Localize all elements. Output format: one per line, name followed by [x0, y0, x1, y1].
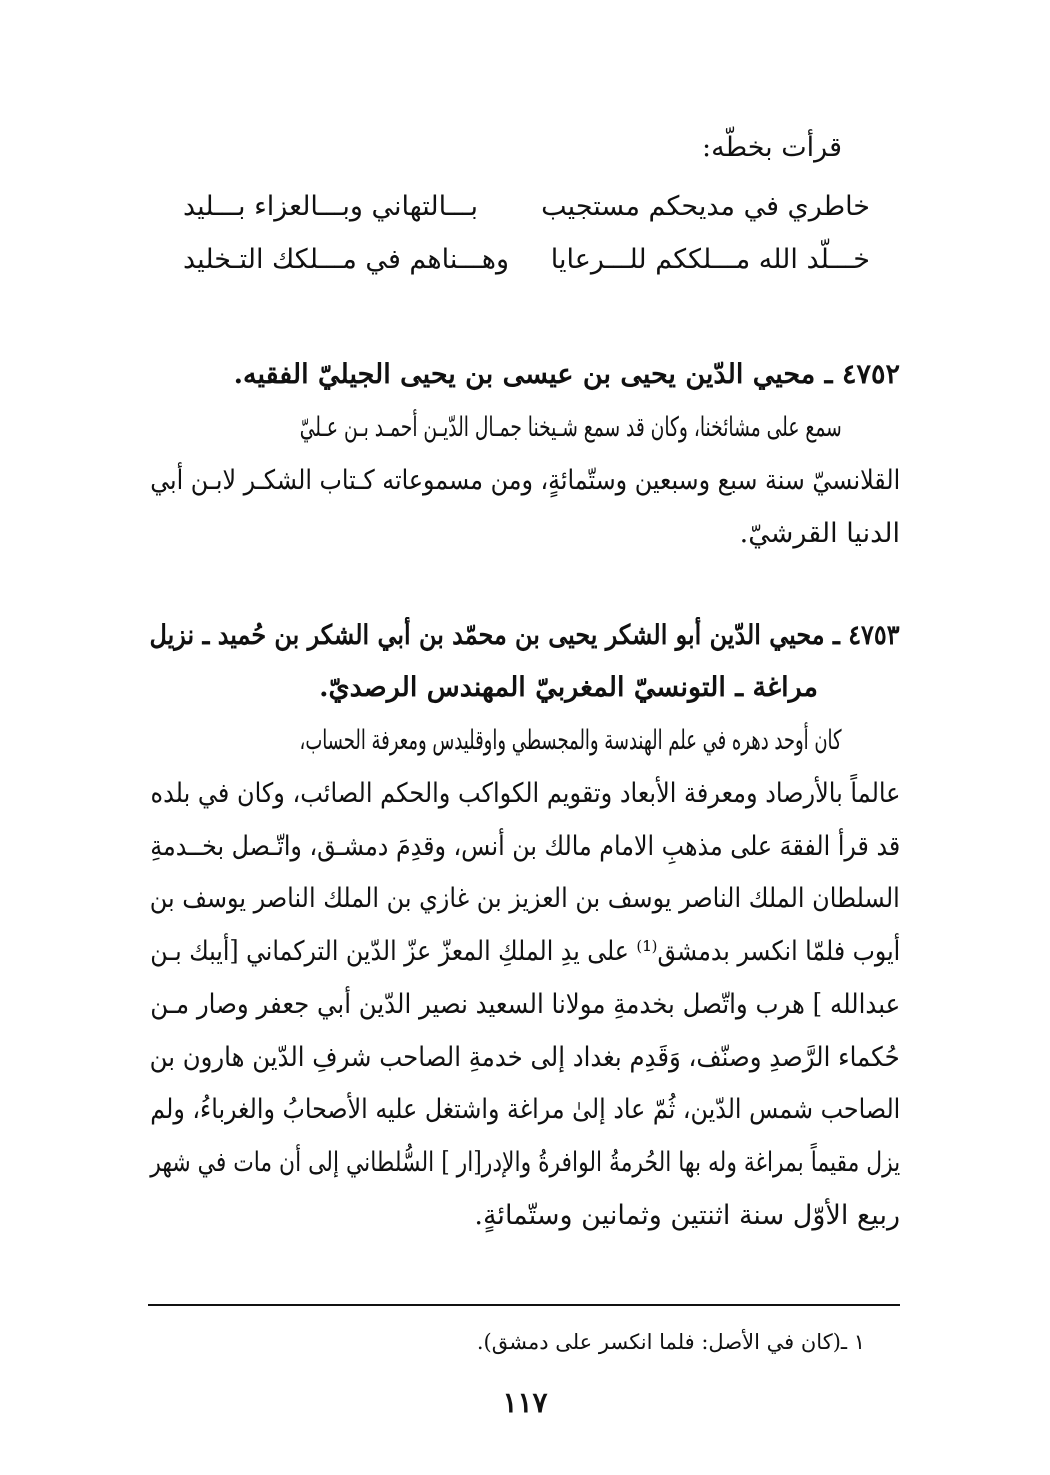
entry-4753-text-line: عبدالله ] هرب واتّصل بخدمةِ مولانا السعيد نصير الدّين أبي جعفر وصار مـن [150, 989, 900, 1020]
footnote: ١ ـ(كان في الأصل: فلما انكسر على دمشق). [476, 1330, 865, 1354]
entry-4752-text-line: الدنيا القرشيّ. [739, 518, 900, 549]
page-number: ١١٧ [502, 1386, 548, 1419]
verse-hemistich-first: خاطري في مديحكم مستجيب [541, 191, 870, 222]
entry-4753-text-line: ربيع الأوّل سنة اثنتين وثمانين وستّمائةٍ. [474, 1200, 900, 1231]
intro-label: قرأت بخطّه: [702, 132, 842, 163]
entry-4753-text-line: أيوب فلمّا انكسر بدمشق⁽¹⁾ على يدِ الملكِ المعزّ عزّ الدّين التركماني [أيبك بـن [150, 936, 900, 967]
verse-hemistich-second: وهـــناهم في مـــلكك التـخليد [183, 244, 510, 275]
footnote-divider [148, 1304, 900, 1306]
entry-4753-text-line: الصاحب شمس الدّين، ثُمّ عاد إلىٰ مراغة واشتغل عليه الأصحابُ والغرباءُ، ولم [150, 1094, 900, 1125]
verse-hemistich-first: خـــلّد الله مـــلككم للـــرعايا [550, 244, 870, 275]
entry-4753-text-line: كان أوحد دهره في علم الهندسة والمجسطي واوقليدس ومعرفة الحساب، [300, 725, 842, 756]
entry-4753-text-line: السلطان الملك الناصر يوسف بن العزيز بن غازي بن الملك الناصر يوسف بن [150, 883, 900, 914]
entry-4753-text-line: يزل مقيماً بمراغة وله بها الحُرمةُ الوافرةُ والإدر[ار ] السُّلطاني إلى أن مات في شهر [150, 1147, 900, 1178]
verse-line [175, 240, 870, 280]
verse-line [175, 187, 870, 227]
entry-4753-text-line: قد قرأ الفقهَ على مذهبِ الامام مالك بن أنس، وقدِمَ دمشـق، واتّـصل بخــدمةِ [150, 831, 900, 862]
entry-4753-text-line: حُكماء الرَّصدِ وصنّف، وَقَدِم بغداد إلى خدمةِ الصاحب شرفِ الدّين هارون بن [150, 1042, 900, 1073]
entry-4752-heading: ٤٧٥٢ ـ محيي الدّين يحيى بن عيسى بن يحيى الجيليّ الفقيه. [233, 359, 900, 390]
entry-4753-heading: مراغة ـ التونسيّ المغربيّ المهندس الرصديّ. [319, 672, 818, 703]
entry-4753-heading: ٤٧٥٣ ـ محيي الدّين أبو الشكر يحيى بن محمّد بن أبي الشكر بن حُميد ـ نزيل [150, 620, 900, 651]
verse-hemistich-second: بـــالتهاني وبـــالعزاء بـــليد [183, 191, 479, 222]
entry-4752-text-line: القلانسيّ سنة سبع وسبعين وستّمائةٍ، ومن مسموعاته كـتاب الشكـر لابـن أبي [150, 465, 900, 496]
entry-4752-text-line: سمع على مشائخنا، وكان قد سمع شـيخنا جمـال الدّيـن أحمـد بـن عـليّ [300, 412, 842, 443]
entry-4753-text-line: عالماً بالأرصاد ومعرفة الأبعاد وتقويم الكواكب والحكم الصائب، وكان في بلده [150, 778, 900, 809]
